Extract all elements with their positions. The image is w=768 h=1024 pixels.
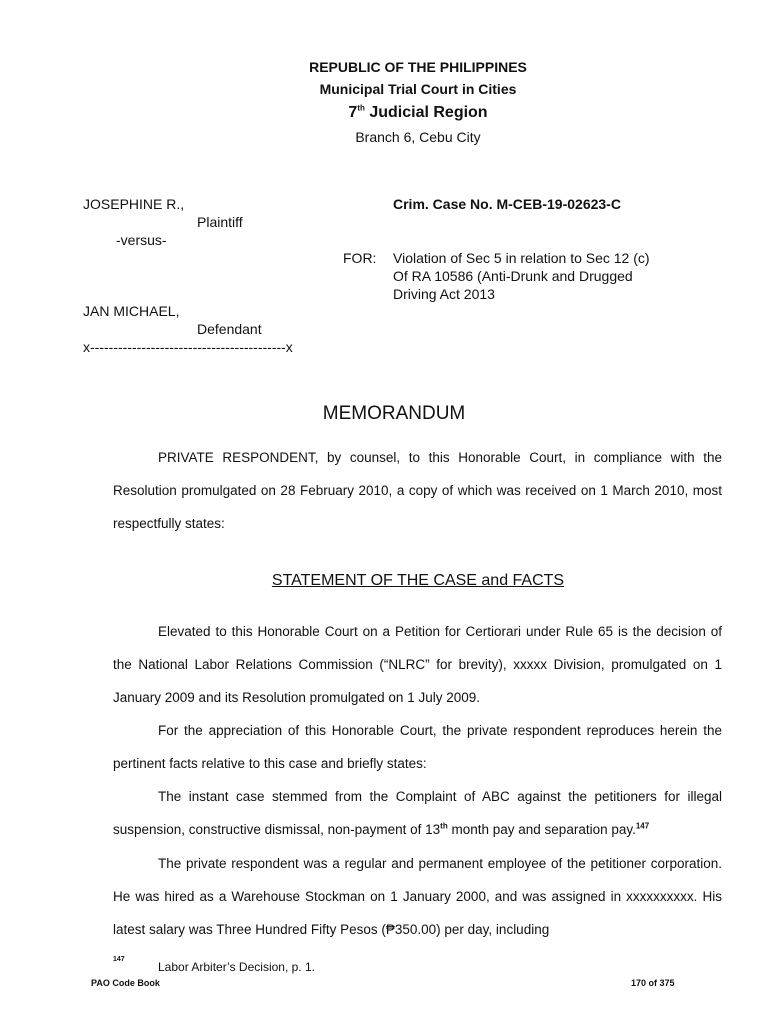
paragraph-3-text-a: The instant case stemmed from the Complaint of ABC against the petitioners for illegal suspension, constructive dismissal, non-payment of 13 <box>113 789 722 837</box>
footer-page-number: 170 of 375 <box>631 978 675 988</box>
caption-separator: x------------------------------------------x <box>83 339 293 355</box>
paragraph-4: The private respondent was a regular and permanent employee of the petitioner corporation. He was hired as a Warehouse Stockman on 1 January 2000, and was assigned in xxxxxxxxxx. His latest salary was Three Hundred Fifty Pesos (₱350.00) per day, including <box>113 856 722 937</box>
ordinal-suffix: th <box>440 821 448 831</box>
versus-label: -versus- <box>116 232 167 248</box>
footnote-reference: 147 <box>635 821 650 831</box>
paragraph-1: Elevated to this Honorable Court on a Petition for Certiorari under Rule 65 is the decision of the National Labor Relations Commission (“NLRC” for brevity), xxxxx Division, promulgated on 1 January 2009 and its Resolution promulgated on 1 July 2009. <box>113 624 722 705</box>
header-court: Municipal Trial Court in Cities <box>319 81 517 97</box>
footer-book-title: PAO Code Book <box>91 978 160 988</box>
paragraph-2: For the appreciation of this Honorable Court, the private respondent reproduces herein the pertinent facts relative to this case and briefly states: <box>113 723 722 771</box>
for-line-1: Violation of Sec 5 in relation to Sec 12 (c) <box>393 250 650 266</box>
footnote-number: 147 <box>113 956 125 963</box>
plaintiff-role: Plaintiff <box>197 214 243 230</box>
header-region <box>0 104 768 122</box>
defendant-role: Defendant <box>197 321 262 337</box>
intro-paragraph: PRIVATE RESPONDENT, by counsel, to this Honorable Court, in compliance with the Resolution promulgated on 28 February 2010, a copy of which was received on 1 March 2010, most respectfully states: <box>113 450 722 531</box>
header-republic: REPUBLIC OF THE PHILIPPINES <box>309 59 527 75</box>
footnote-text: Labor Arbiter’s Decision, p. 1. <box>158 960 315 974</box>
header-branch: Branch 6, Cebu City <box>355 129 481 145</box>
plaintiff-name: JOSEPHINE R., <box>83 196 185 212</box>
for-line-2: Of RA 10586 (Anti-Drunk and Drugged <box>393 268 633 284</box>
paragraph-3-text-b: month pay and separation pay. <box>447 822 636 837</box>
section-title: STATEMENT OF THE CASE and FACTS <box>271 572 565 589</box>
paragraph-3 <box>113 780 722 846</box>
region-ordinal-suffix: th <box>357 103 365 113</box>
case-number: Crim. Case No. M-CEB-19-02623-C <box>393 196 621 212</box>
for-line-3: Driving Act 2013 <box>393 286 495 302</box>
region-number: 7 <box>348 104 358 121</box>
defendant-name: JAN MICHAEL, <box>83 303 180 319</box>
for-label: FOR: <box>343 250 377 266</box>
region-label: Judicial Region <box>364 104 488 121</box>
document-title: MEMORANDUM <box>322 403 466 424</box>
